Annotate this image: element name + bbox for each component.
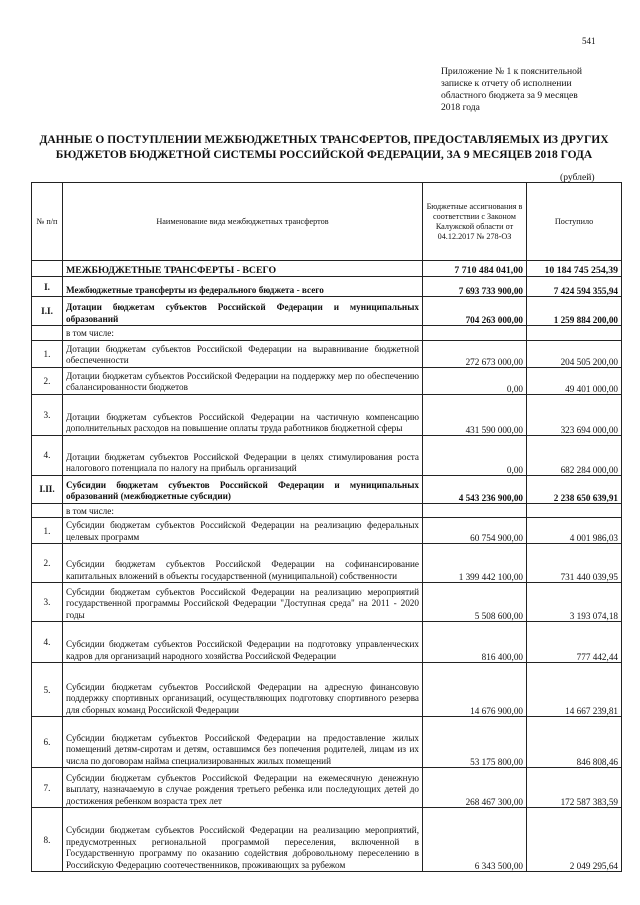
row-received: 846 808,46 (527, 717, 622, 768)
appendix-line: 2018 года (441, 102, 480, 113)
row-received: 4 001 986,03 (527, 518, 622, 544)
table-row (32, 435, 622, 475)
table-row (32, 622, 622, 663)
row-num: I. (32, 277, 63, 297)
row-name: Дотации бюджетам субъектов Российской Федерации на поддержку мер по обеспечению сбалансированности бюджетов (63, 367, 423, 394)
table-row (32, 475, 622, 503)
row-received (527, 503, 622, 518)
row-name: в том числе: (63, 326, 423, 341)
table-row (32, 663, 622, 717)
row-name: Субсидии бюджетам субъектов Российской Федерации на софинансирование капитальных вложений в объекты государственной (муниципальной) собственности (63, 544, 423, 583)
table-row (32, 518, 622, 544)
row-name: Субсидии бюджетам субъектов Российской Федерации и муниципальных образований (межбюджетные субсидии) (63, 475, 423, 503)
row-assigned: 5 508 600,00 (423, 583, 527, 622)
table-row (32, 394, 622, 435)
row-assigned: 704 263 000,00 (423, 297, 527, 326)
row-name: Дотации бюджетам субъектов Российской Федерации на частичную компенсацию дополнительных расходов на повышение оплаты труда работников бюджетной сферы (63, 394, 423, 435)
row-name: Субсидии бюджетам субъектов Российской Федерации на реализацию федеральных целевых программ (63, 518, 423, 544)
table-header-row (32, 183, 622, 261)
row-received: 323 694 000,00 (527, 394, 622, 435)
row-num: 2. (32, 367, 63, 394)
row-name: Субсидии бюджетам субъектов Российской Федерации на адресную финансовую поддержку спортивных организаций, осуществляющих подготовку спортивного резерва для сборных команд Российской Федерации (63, 663, 423, 717)
appendix-line: Приложение № 1 к пояснительной (441, 66, 583, 77)
appendix-note (441, 66, 621, 114)
table-row (32, 367, 622, 394)
title-line: ДАННЫЕ О ПОСТУПЛЕНИИ МЕЖБЮДЖЕТНЫХ ТРАНСФЕРТОВ, ПРЕДОСТАВЛЯЕМЫХ ИЗ ДРУГИХ (39, 134, 609, 146)
row-name: в том числе: (63, 503, 423, 518)
document-title (26, 133, 622, 163)
table-row (32, 277, 622, 297)
table-row (32, 768, 622, 808)
row-received (527, 326, 622, 341)
row-num (32, 503, 63, 518)
row-received: 2 238 650 639,91 (527, 475, 622, 503)
row-num: 3. (32, 583, 63, 622)
table-row (32, 583, 622, 622)
header-assigned: Бюджетные ассигнования в соответствии с Законом Калужской области от 04.12.2017 № 278-ОЗ (423, 183, 527, 261)
header-num: № п/п (32, 183, 63, 261)
row-received: 2 049 295,64 (527, 808, 622, 872)
row-assigned (423, 503, 527, 518)
row-num (32, 261, 63, 277)
row-received: 49 401 000,00 (527, 367, 622, 394)
row-received: 682 284 000,00 (527, 435, 622, 475)
row-received: 3 193 074,18 (527, 583, 622, 622)
row-assigned: 14 676 900,00 (423, 663, 527, 717)
row-received: 14 667 239,81 (527, 663, 622, 717)
transfers-table (31, 182, 622, 872)
row-num: 5. (32, 663, 63, 717)
table-row (32, 297, 622, 326)
header-received: Поступило (527, 183, 622, 261)
row-name: МЕЖБЮДЖЕТНЫЕ ТРАНСФЕРТЫ - ВСЕГО (63, 261, 423, 277)
row-assigned: 816 400,00 (423, 622, 527, 663)
row-assigned: 7 693 733 900,00 (423, 277, 527, 297)
page-number: 541 (582, 36, 596, 46)
table-row (32, 340, 622, 367)
appendix-line: областного бюджета за 9 месяцев (441, 90, 578, 101)
row-assigned: 4 543 236 900,00 (423, 475, 527, 503)
row-name: Субсидии бюджетам субъектов Российской Федерации на реализацию мероприятий государственной программы Российской Федерации "Доступная среда" на 2011 - 2020 годы (63, 583, 423, 622)
row-assigned: 0,00 (423, 367, 527, 394)
appendix-line: записке к отчету об исполнении (441, 78, 572, 89)
row-received: 204 505 200,00 (527, 340, 622, 367)
row-name: Субсидии бюджетам субъектов Российской Федерации на подготовку управленческих кадров для организаций народного хозяйства Российской Федерации (63, 622, 423, 663)
row-received: 7 424 594 355,94 (527, 277, 622, 297)
row-received: 172 587 383,59 (527, 768, 622, 808)
row-num: I.I. (32, 297, 63, 326)
table-row (32, 544, 622, 583)
row-assigned: 268 467 300,00 (423, 768, 527, 808)
row-name: Межбюджетные трансферты из федерального бюджета - всего (63, 277, 423, 297)
row-name: Дотации бюджетам субъектов Российской Федерации и муниципальных образований (63, 297, 423, 326)
row-num: 6. (32, 717, 63, 768)
row-num: 1. (32, 340, 63, 367)
row-received: 1 259 884 200,00 (527, 297, 622, 326)
row-assigned: 431 590 000,00 (423, 394, 527, 435)
row-num (32, 326, 63, 341)
table-row (32, 261, 622, 277)
title-line: БЮДЖЕТОВ БЮДЖЕТНОЙ СИСТЕМЫ РОССИЙСКОЙ ФЕДЕРАЦИИ, ЗА 9 МЕСЯЦЕВ 2018 ГОДА (55, 149, 593, 161)
row-num: 7. (32, 768, 63, 808)
units-label: (рублей) (560, 172, 595, 183)
row-num: 1. (32, 518, 63, 544)
row-received: 777 442,44 (527, 622, 622, 663)
row-name: Субсидии бюджетам субъектов Российской Федерации на реализацию мероприятий, предусмотренных региональной программой переселения, включенной в Государственную программу по оказанию содействия добровольному переселению в Российскую Федерацию соотечественников, проживающих за рубежом (63, 808, 423, 872)
row-name: Субсидии бюджетам субъектов Российской Федерации на ежемесячную денежную выплату, назначаемую в случае рождения третьего ребенка или последующих детей до достижения ребенком возраста трех лет (63, 768, 423, 808)
row-assigned: 6 343 500,00 (423, 808, 527, 872)
table-row (32, 503, 622, 518)
row-assigned: 1 399 442 100,00 (423, 544, 527, 583)
row-num: I.II. (32, 475, 63, 503)
row-assigned: 53 175 800,00 (423, 717, 527, 768)
table-row (32, 717, 622, 768)
row-num: 2. (32, 544, 63, 583)
table-row (32, 808, 622, 872)
row-received: 10 184 745 254,39 (527, 261, 622, 277)
row-received: 731 440 039,95 (527, 544, 622, 583)
row-assigned: 60 754 900,00 (423, 518, 527, 544)
row-assigned: 7 710 484 041,00 (423, 261, 527, 277)
row-assigned: 0,00 (423, 435, 527, 475)
row-assigned: 272 673 000,00 (423, 340, 527, 367)
row-num: 3. (32, 394, 63, 435)
row-name: Дотации бюджетам субъектов Российской Федерации на выравнивание бюджетной обеспеченности (63, 340, 423, 367)
row-num: 8. (32, 808, 63, 872)
header-name: Наименование вида межбюджетных трансфертов (63, 183, 423, 261)
row-name: Дотации бюджетам субъектов Российской Федерации в целях стимулирования роста налогового потенциала по налогу на прибыль организаций (63, 435, 423, 475)
row-num: 4. (32, 435, 63, 475)
table-row (32, 326, 622, 341)
row-name: Субсидии бюджетам субъектов Российской Федерации на предоставление жилых помещений детям-сиротам и детям, оставшимся без попечения родителей, лицам из их числа по договорам найма специализированных жилых помещений (63, 717, 423, 768)
row-num: 4. (32, 622, 63, 663)
row-assigned (423, 326, 527, 341)
